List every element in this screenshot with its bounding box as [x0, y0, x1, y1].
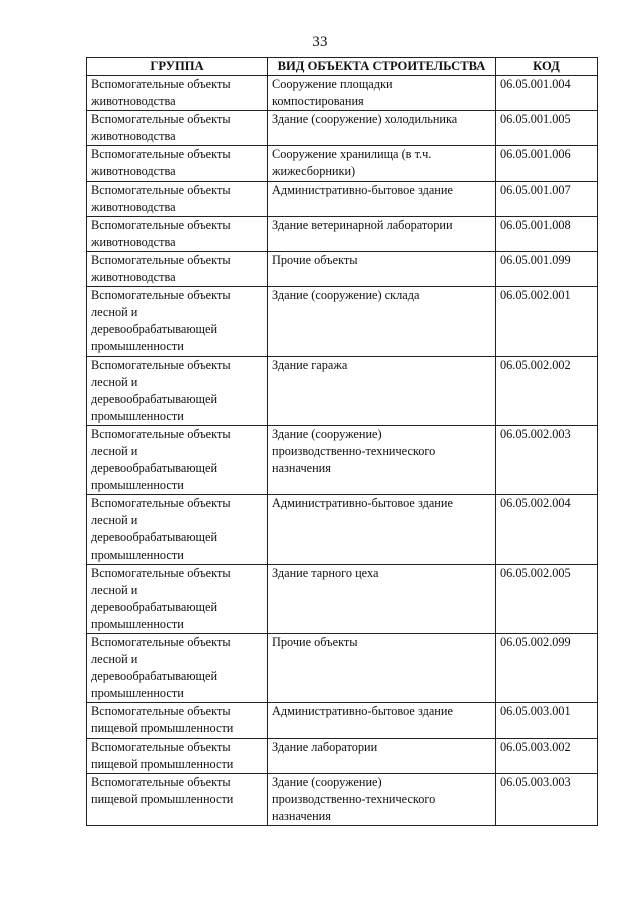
group-cell-line: пищевой промышленности: [91, 756, 234, 771]
group-cell-line: Вспомогательные объекты: [91, 739, 231, 754]
table-row: [87, 251, 598, 286]
group-cell-line: Вспомогательные объекты: [91, 252, 231, 267]
group-cell-line: промышленности: [91, 616, 184, 631]
group-cell: [87, 251, 268, 286]
object-type-cell-line: производственно-технического: [272, 791, 436, 806]
header-code: КОД: [496, 58, 598, 76]
code-cell: 06.05.003.003: [496, 773, 598, 825]
table-row: [87, 495, 598, 564]
group-cell: [87, 111, 268, 146]
object-type-cell-line: Здание (сооружение): [272, 774, 382, 789]
object-type-cell: [268, 356, 496, 425]
table-row: [87, 287, 598, 356]
group-cell-line: лесной и: [91, 513, 138, 528]
group-cell-line: Вспомогательные объекты: [91, 496, 231, 511]
object-type-cell-line: Прочие объекты: [272, 635, 358, 649]
group-cell-line: деревообрабатывающей: [91, 530, 218, 545]
object-type-cell: [268, 146, 496, 181]
group-cell-line: лесной и: [91, 443, 138, 458]
group-cell-line: пищевой промышленности: [91, 791, 234, 806]
group-cell-line: пищевой промышленности: [91, 721, 234, 736]
object-type-cell: [268, 111, 496, 146]
page-number: 33: [312, 34, 328, 50]
code-cell: 06.05.002.005: [496, 564, 598, 633]
table-row: [87, 738, 598, 773]
group-cell-line: Вспомогательные объекты: [91, 77, 231, 91]
group-cell-line: промышленности: [91, 686, 184, 701]
group-cell-line: промышленности: [91, 408, 184, 423]
object-type-cell: [268, 495, 496, 564]
table-row: [87, 425, 598, 494]
group-cell-line: Вспомогательные объекты: [91, 357, 231, 372]
code-cell: 06.05.002.099: [496, 634, 598, 703]
group-cell-line: лесной и: [91, 374, 138, 389]
group-cell-line: Вспомогательные объекты: [91, 635, 231, 649]
group-cell-line: деревообрабатывающей: [91, 599, 218, 614]
table-row: [87, 111, 598, 146]
object-type-cell-line: назначения: [272, 461, 331, 476]
header-group: ГРУППА: [87, 58, 268, 76]
group-cell-line: лесной и: [91, 582, 138, 597]
group-cell: [87, 738, 268, 773]
object-type-cell: [268, 738, 496, 773]
group-cell-line: Вспомогательные объекты: [91, 217, 231, 232]
object-type-cell-line: Сооружение площадки: [272, 77, 393, 91]
code-cell: 06.05.002.003: [496, 425, 598, 494]
code-cell: 06.05.001.099: [496, 251, 598, 286]
group-cell-line: деревообрабатывающей: [91, 669, 218, 684]
object-type-cell-line: Здание гаража: [272, 357, 348, 372]
object-type-cell: [268, 76, 496, 111]
object-type-cell-line: производственно-технического: [272, 443, 436, 458]
object-type-cell-line: компостирования: [272, 94, 364, 109]
table-row: [87, 564, 598, 633]
group-cell-line: животноводства: [91, 94, 176, 109]
table-body: [87, 76, 598, 826]
table-row: [87, 76, 598, 111]
group-cell: [87, 146, 268, 181]
code-cell: 06.05.002.002: [496, 356, 598, 425]
object-type-cell: [268, 287, 496, 356]
group-cell: [87, 287, 268, 356]
code-cell: 06.05.003.002: [496, 738, 598, 773]
group-cell-line: Вспомогательные объекты: [91, 112, 231, 127]
group-cell-line: Вспомогательные объекты: [91, 774, 231, 789]
object-type-cell-line: Здание лаборатории: [272, 739, 378, 754]
group-cell-line: Вспомогательные объекты: [91, 288, 231, 303]
group-cell: [87, 634, 268, 703]
code-cell: 06.05.001.005: [496, 111, 598, 146]
table-row: [87, 356, 598, 425]
group-cell-line: деревообрабатывающей: [91, 322, 218, 337]
code-cell: 06.05.003.001: [496, 703, 598, 738]
group-cell-line: животноводства: [91, 129, 176, 144]
object-type-cell: [268, 703, 496, 738]
code-cell: 06.05.002.004: [496, 495, 598, 564]
group-cell: [87, 773, 268, 825]
group-cell-line: лесной и: [91, 652, 138, 667]
group-cell-line: промышленности: [91, 547, 184, 562]
object-type-cell-line: Здание тарного цеха: [272, 565, 379, 580]
group-cell-line: животноводства: [91, 164, 176, 179]
code-cell: 06.05.002.001: [496, 287, 598, 356]
object-type-cell-line: Сооружение хранилища (в т.ч.: [272, 147, 432, 162]
object-type-cell-line: Прочие объекты: [272, 252, 358, 267]
group-cell: [87, 564, 268, 633]
table-header-row: [87, 58, 598, 76]
object-type-cell: [268, 634, 496, 703]
object-type-cell-line: Здание (сооружение) склада: [272, 288, 420, 303]
construction-types-table: [86, 57, 598, 826]
table-row: [87, 216, 598, 251]
group-cell-line: Вспомогательные объекты: [91, 565, 231, 580]
group-cell: [87, 425, 268, 494]
object-type-cell: [268, 181, 496, 216]
group-cell-line: промышленности: [91, 478, 184, 493]
object-type-cell: [268, 251, 496, 286]
table-row: [87, 634, 598, 703]
table-row: [87, 703, 598, 738]
object-type-cell-line: Здание (сооружение) холодильника: [272, 112, 458, 127]
code-cell: 06.05.001.007: [496, 181, 598, 216]
group-cell-line: животноводства: [91, 199, 176, 214]
group-cell-line: животноводства: [91, 270, 176, 285]
object-type-cell: [268, 773, 496, 825]
table-row: [87, 181, 598, 216]
group-cell: [87, 76, 268, 111]
group-cell: [87, 216, 268, 251]
group-cell-line: Вспомогательные объекты: [91, 147, 231, 162]
object-type-cell-line: Административно-бытовое здание: [272, 704, 453, 719]
object-type-cell-line: Здание ветеринарной лаборатории: [272, 217, 453, 232]
group-cell-line: Вспомогательные объекты: [91, 426, 231, 441]
group-cell-line: лесной и: [91, 305, 138, 320]
code-cell: 06.05.001.004: [496, 76, 598, 111]
group-cell: [87, 495, 268, 564]
object-type-cell-line: жижесборники): [272, 164, 356, 179]
object-type-cell: [268, 216, 496, 251]
object-type-cell-line: Административно-бытовое здание: [272, 182, 453, 197]
object-type-cell-line: Административно-бытовое здание: [272, 496, 453, 511]
group-cell: [87, 356, 268, 425]
code-cell: 06.05.001.008: [496, 216, 598, 251]
group-cell-line: деревообрабатывающей: [91, 391, 218, 406]
object-type-cell: [268, 425, 496, 494]
group-cell-line: деревообрабатывающей: [91, 461, 218, 476]
group-cell-line: Вспомогательные объекты: [91, 704, 231, 719]
object-type-cell: [268, 564, 496, 633]
header-object-type: ВИД ОБЪЕКТА СТРОИТЕЛЬСТВА: [268, 58, 496, 76]
code-cell: 06.05.001.006: [496, 146, 598, 181]
object-type-cell-line: Здание (сооружение): [272, 426, 382, 441]
group-cell-line: животноводства: [91, 234, 176, 249]
group-cell-line: Вспомогательные объекты: [91, 182, 231, 197]
group-cell: [87, 703, 268, 738]
group-cell: [87, 181, 268, 216]
table-row: [87, 773, 598, 825]
group-cell-line: промышленности: [91, 339, 184, 354]
table-row: [87, 146, 598, 181]
object-type-cell-line: назначения: [272, 808, 331, 823]
